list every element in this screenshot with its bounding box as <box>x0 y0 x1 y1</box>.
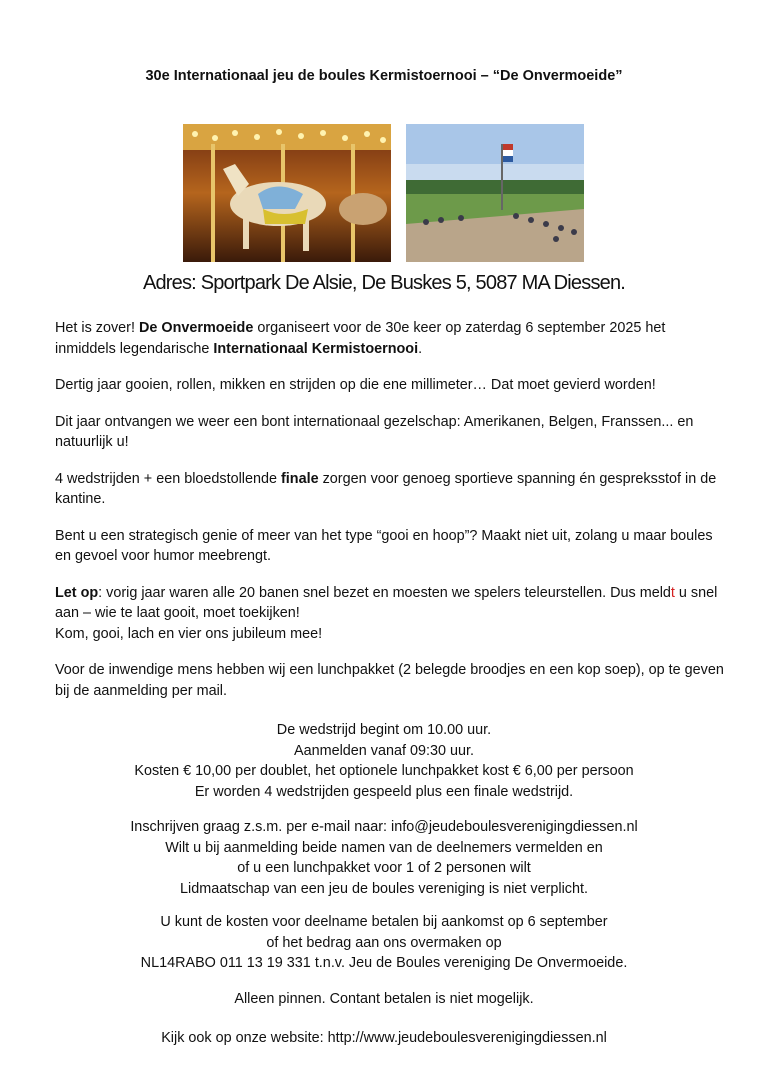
schedule-line: De wedstrijd begint om 10.00 uur. <box>276 722 492 738</box>
address-heading: Adres: Sportpark De Alsie, De Buskes 5, 5087 MA Diessen. <box>142 272 626 294</box>
paragraph-celebration: Dertig jaar gooien, rollen, mikken en strijden op die ene millimeter… Dat moet gevierd worden! <box>55 377 656 393</box>
page-title: 30e Internationaal jeu de boules Kermistoernooi – “De Onvermoeide” <box>145 68 623 84</box>
pin-note: Alleen pinnen. Contant betalen is niet mogelijk. <box>234 991 534 1007</box>
website-line[interactable]: Kijk ook op onze website: http://www.jeudeboulesverenigingdiessen.nl <box>161 1030 607 1046</box>
registration-line: Wilt u bij aanmelding beide namen van de deelnemers vermelden en <box>165 839 603 856</box>
paragraph-lunch: Voor de inwendige mens hebben wij een lunchpakket (2 belegde broodjes en een kop soep), op te geven bij de aanmelding per mail. <box>55 662 724 699</box>
payment-line: NL14RABO 011 13 19 331 t.n.v. Jeu de Boules vereniging De Onvermoeide. <box>140 955 628 971</box>
payment-line: U kunt de kosten voor deelname betalen bij aankomst op 6 september <box>160 914 608 930</box>
boules-field-photo <box>406 124 584 262</box>
registration-line: of u een lunchpakket voor 1 of 2 personen wilt <box>237 860 531 876</box>
intro-text <box>55 318 725 717</box>
paragraph-guests: Dit jaar ontvangen we weer een bont internationaal gezelschap: Amerikanen, Belgen, Franssen... en natuurlijk u! <box>55 413 694 450</box>
registration-line: Lidmaatschap van een jeu de boules vereniging is niet verplicht. <box>180 880 588 897</box>
paragraph-matches: 4 wedstrijden + een bloedstollende finale zorgen voor genoeg sportieve spanning én gespreksstof in de kantine. <box>55 470 717 507</box>
carousel-photo <box>183 124 391 262</box>
paragraph-humor: Bent u een strategisch genie of meer van het type “gooi en hoop”? Maakt niet uit, zolang u maar boules en gevoel voor humor meebrengt. <box>55 527 713 564</box>
schedule-block <box>0 720 768 802</box>
payment-line: of het bedrag aan ons overmaken op <box>266 934 502 951</box>
payment-block <box>0 912 768 974</box>
schedule-line: Aanmelden vanaf 09:30 uur. <box>293 742 475 759</box>
schedule-line: Er worden 4 wedstrijden gespeeld plus een finale wedstrijd. <box>194 783 574 800</box>
registration-block <box>0 817 768 899</box>
registration-line: Inschrijven graag z.s.m. per e-mail naar: info@jeudeboulesverenigingdiessen.nl <box>130 819 638 835</box>
paragraph-intro: Het is zover! De Onvermoeide organiseert voor de 30e keer op zaterdag 6 september 2025 het inmiddels legendarische Internationaal Kermistoernooi. <box>55 320 666 357</box>
schedule-line: Kosten € 10,00 per doublet, het optionele lunchpakket kost € 6,00 per persoon <box>134 763 634 779</box>
paragraph-notice: Let op: vorig jaar waren alle 20 banen snel bezet en moesten we spelers teleurstellen. Dus meldt u snel aan – wie te laat gooit, moet toekijken! Kom, gooi, lach en vier ons jubileum mee! <box>55 584 718 642</box>
